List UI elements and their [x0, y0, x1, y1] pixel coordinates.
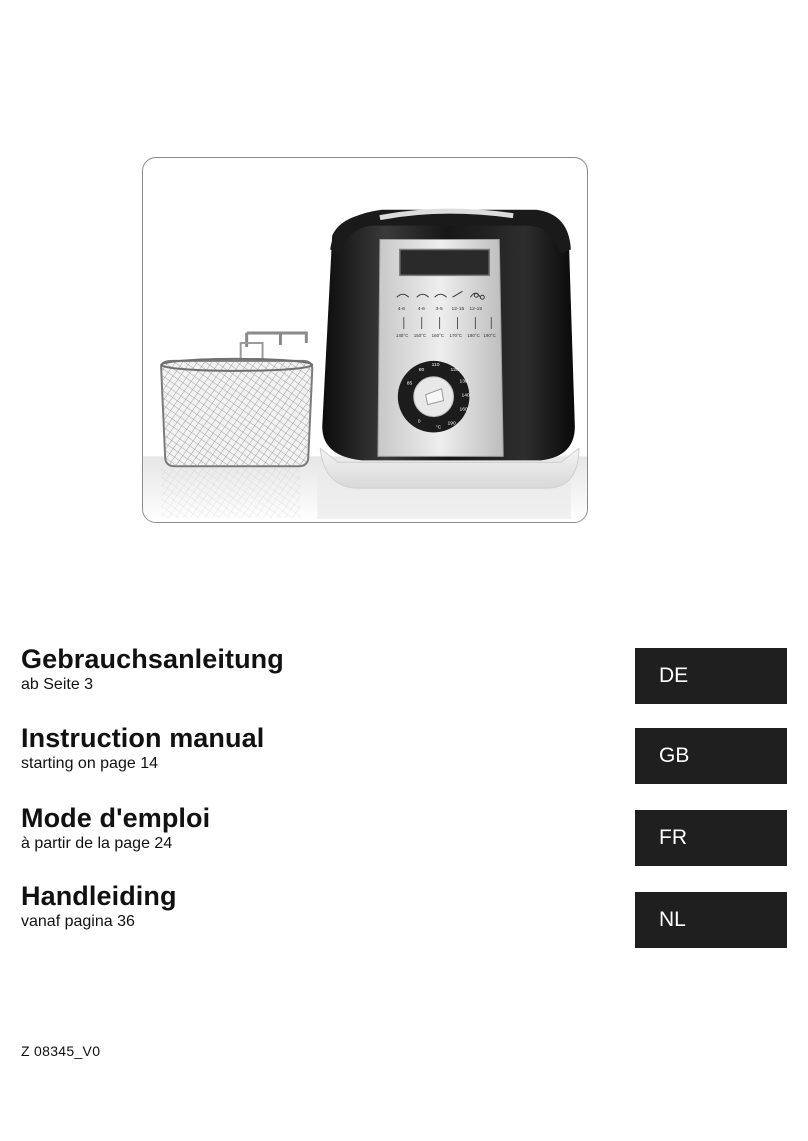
document-code: Z 08345_V0 — [21, 1043, 101, 1059]
frying-basket — [161, 333, 312, 466]
title-gb: Instruction manual — [21, 723, 265, 753]
lang-section-fr — [21, 802, 210, 854]
svg-text:140°C: 140°C — [395, 333, 409, 339]
temperature-dial — [398, 361, 470, 433]
control-panel — [378, 240, 503, 457]
lang-section-nl — [21, 880, 177, 932]
lang-tab-nl[interactable]: NL — [635, 892, 787, 948]
svg-text:12-15: 12-15 — [469, 307, 483, 313]
svg-text:160°C: 160°C — [431, 333, 445, 339]
subtitle-de: ab Seite 3 — [21, 676, 94, 693]
svg-text:°C: °C — [435, 425, 442, 431]
svg-text:140: 140 — [461, 393, 470, 399]
subtitle-fr: à partir de la page 24 — [21, 835, 173, 852]
svg-text:4-6: 4-6 — [397, 307, 406, 313]
lang-section-de — [21, 643, 284, 695]
display-window — [400, 249, 490, 275]
product-image — [142, 157, 588, 523]
lang-tab-de[interactable]: DE — [635, 648, 787, 704]
title-de: Gebrauchsanleitung — [21, 644, 284, 674]
svg-text:120: 120 — [450, 367, 459, 373]
lang-tab-gb[interactable]: GB — [635, 728, 787, 784]
svg-text:110: 110 — [431, 362, 440, 368]
svg-text:190°C: 190°C — [483, 333, 496, 339]
lang-tab-fr[interactable]: FR — [635, 810, 787, 866]
title-nl: Handleiding — [21, 881, 177, 911]
svg-text:160: 160 — [459, 407, 468, 413]
lang-section-gb — [21, 722, 264, 774]
svg-text:190: 190 — [447, 421, 456, 427]
svg-text:150°C: 150°C — [413, 333, 427, 339]
svg-text:180°C: 180°C — [467, 333, 480, 339]
svg-text:4-6: 4-6 — [417, 307, 425, 313]
subtitle-gb: starting on page 14 — [21, 755, 158, 772]
svg-text:85: 85 — [406, 381, 413, 387]
svg-text:0: 0 — [417, 419, 421, 425]
svg-text:3-5: 3-5 — [435, 307, 443, 313]
svg-text:12-15: 12-15 — [451, 307, 465, 313]
svg-text:130: 130 — [459, 379, 468, 385]
deep-fryer-illustration — [143, 158, 587, 522]
svg-text:80: 80 — [418, 367, 425, 373]
title-fr: Mode d'emploi — [21, 803, 211, 833]
subtitle-nl: vanaf pagina 36 — [21, 913, 135, 930]
svg-text:170°C: 170°C — [449, 333, 463, 339]
